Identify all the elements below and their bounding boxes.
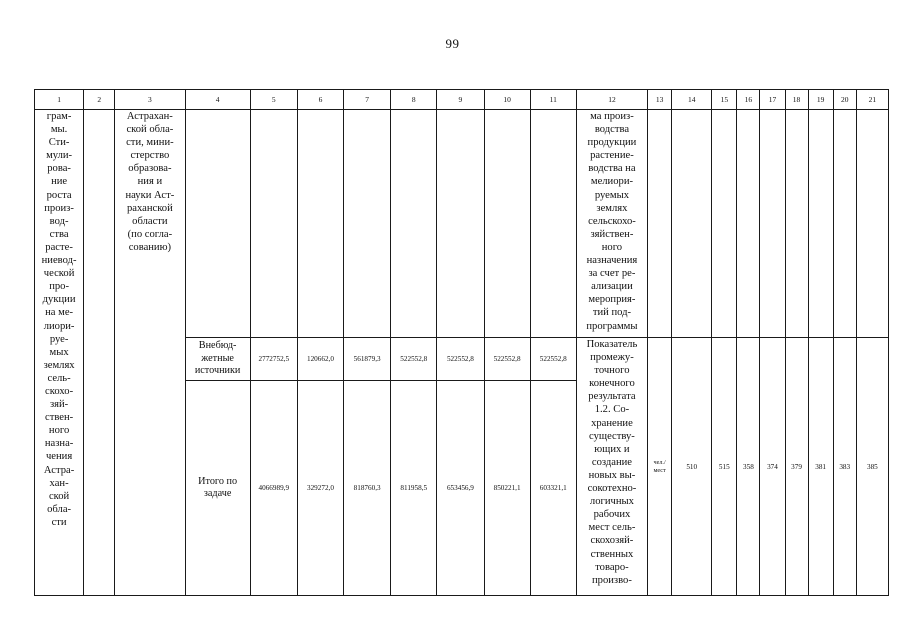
value-cell: 522552,8 bbox=[530, 338, 576, 381]
executor-cell: Астрахан- ской обла- сти, мини- стерство образова- ния и науки Аст- раханской области (по согла- сованию) bbox=[115, 110, 185, 596]
header-cell: 8 bbox=[391, 90, 437, 110]
value-cell: 850221,1 bbox=[484, 381, 530, 596]
empty-cell bbox=[84, 110, 115, 596]
indicator-value-cell: 381 bbox=[808, 338, 833, 596]
header-cell: 19 bbox=[808, 90, 833, 110]
indicator-value-cell: 515 bbox=[712, 338, 737, 596]
value-cell: 818760,3 bbox=[344, 381, 391, 596]
program-table bbox=[34, 89, 889, 596]
value-cell: 120662,0 bbox=[297, 338, 343, 381]
empty-cell bbox=[344, 110, 391, 338]
value-cell: 4066989,9 bbox=[250, 381, 297, 596]
indicator-name-cell: Показатель промежу- точного конечного результата 1.2. Со- хранение существу- ющих и создание новых вы- сокотехно- логичных рабочих мест сель- скохозяй- ственных товаро- произво- bbox=[576, 338, 647, 596]
indicator-value-cell: 510 bbox=[672, 338, 712, 596]
header-cell: 5 bbox=[250, 90, 297, 110]
indicator-value-cell: 383 bbox=[833, 338, 856, 596]
empty-cell bbox=[250, 110, 297, 338]
empty-cell bbox=[808, 110, 833, 338]
empty-cell bbox=[785, 110, 808, 338]
unit-cell: чел./ мест bbox=[648, 338, 672, 596]
task-description-cell: грам- мы. Сти- мули- рова- ние роста произ- вод- ства расте- ниевод- ческой про- дукции на ме- лиори- руе- мых землях сель- скохо- зяй- ствен- ного назна- чения Астра- хан- ской обла- сти bbox=[35, 110, 84, 596]
header-cell: 10 bbox=[484, 90, 530, 110]
value-cell: 522552,8 bbox=[484, 338, 530, 381]
task-total-label: Итого по задаче bbox=[185, 381, 250, 596]
header-cell: 15 bbox=[712, 90, 737, 110]
value-cell: 603321,1 bbox=[530, 381, 576, 596]
empty-cell bbox=[484, 110, 530, 338]
value-cell: 522552,8 bbox=[391, 338, 437, 381]
header-cell: 20 bbox=[833, 90, 856, 110]
header-cell: 11 bbox=[530, 90, 576, 110]
indicator-name-cell: ма произ- водства продукции растение- водства на мелиори- руемых землях сельскохо- зяйствен- ного назначения за счет ре- ализации мероприя- тий под- программы bbox=[576, 110, 647, 338]
funding-source-cell: Внебюд- жетные источники bbox=[185, 338, 250, 381]
empty-cell bbox=[648, 110, 672, 338]
indicator-value-cell: 379 bbox=[785, 338, 808, 596]
empty-cell bbox=[185, 110, 250, 338]
empty-cell bbox=[437, 110, 484, 338]
value-cell: 811958,5 bbox=[391, 381, 437, 596]
header-cell: 17 bbox=[760, 90, 785, 110]
header-cell: 18 bbox=[785, 90, 808, 110]
header-cell: 9 bbox=[437, 90, 484, 110]
header-cell: 4 bbox=[185, 90, 250, 110]
indicator-value-cell: 358 bbox=[737, 338, 760, 596]
table-row bbox=[35, 110, 889, 338]
header-cell: 6 bbox=[297, 90, 343, 110]
empty-cell bbox=[833, 110, 856, 338]
page-number: 99 bbox=[445, 36, 460, 51]
header-cell: 12 bbox=[576, 90, 647, 110]
indicator-value-cell: 374 bbox=[760, 338, 785, 596]
empty-cell bbox=[712, 110, 737, 338]
header-cell: 13 bbox=[648, 90, 672, 110]
empty-cell bbox=[856, 110, 888, 338]
value-cell: 653456,9 bbox=[437, 381, 484, 596]
header-cell: 2 bbox=[84, 90, 115, 110]
header-cell: 21 bbox=[856, 90, 888, 110]
value-cell: 561879,3 bbox=[344, 338, 391, 381]
empty-cell bbox=[530, 110, 576, 338]
value-cell: 329272,0 bbox=[297, 381, 343, 596]
empty-cell bbox=[760, 110, 785, 338]
header-cell: 7 bbox=[344, 90, 391, 110]
header-row bbox=[35, 90, 889, 110]
indicator-value-cell: 385 bbox=[856, 338, 888, 596]
empty-cell bbox=[391, 110, 437, 338]
empty-cell bbox=[737, 110, 760, 338]
empty-cell bbox=[297, 110, 343, 338]
header-cell: 1 bbox=[35, 90, 84, 110]
header-cell: 14 bbox=[672, 90, 712, 110]
header-cell: 16 bbox=[737, 90, 760, 110]
value-cell: 522552,8 bbox=[437, 338, 484, 381]
header-cell: 3 bbox=[115, 90, 185, 110]
value-cell: 2772752,5 bbox=[250, 338, 297, 381]
empty-cell bbox=[672, 110, 712, 338]
